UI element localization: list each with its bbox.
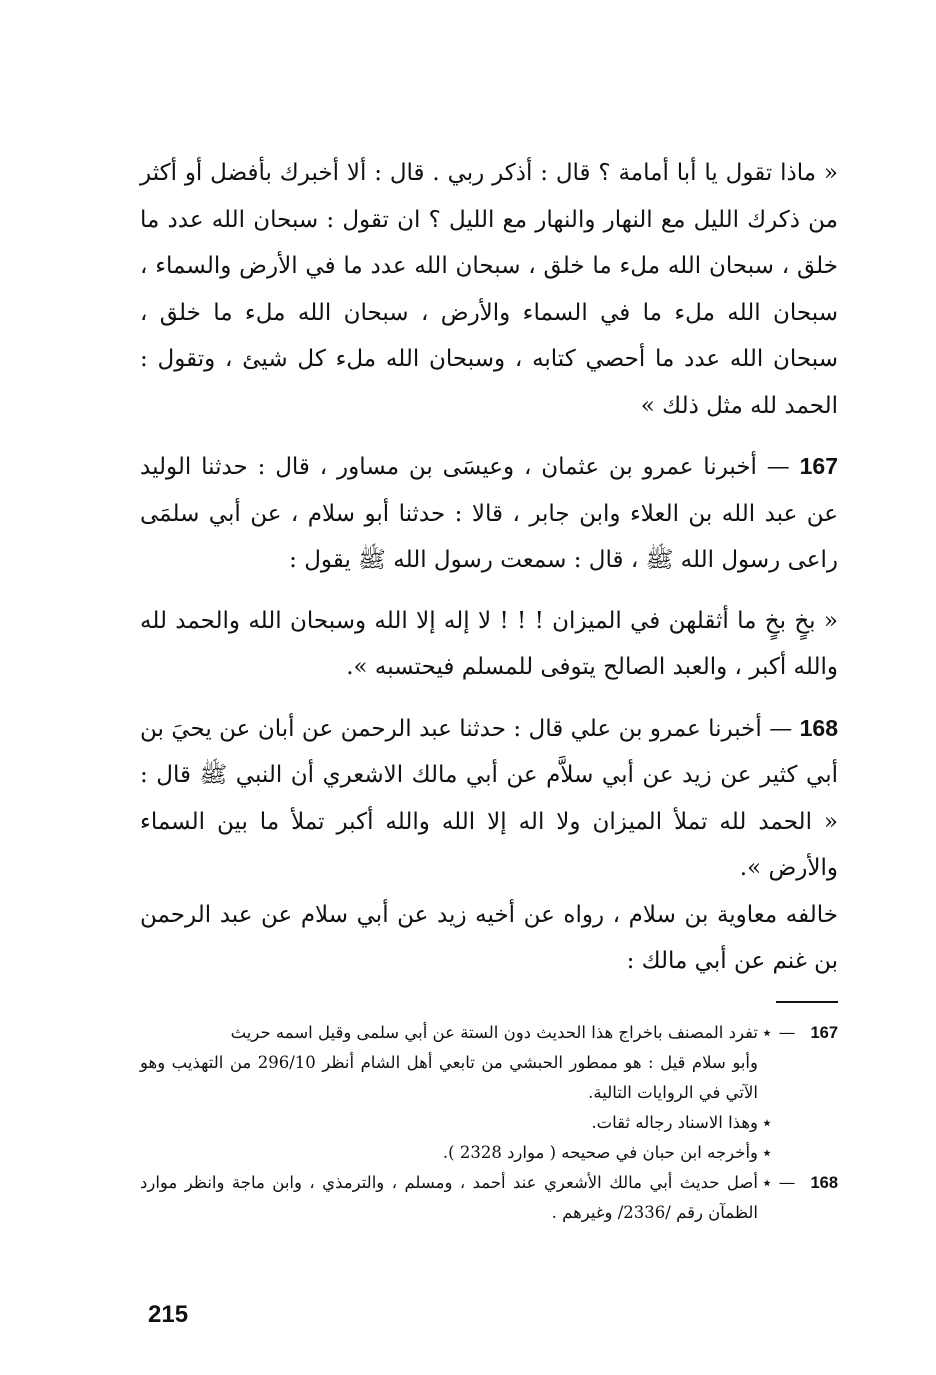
footnote-167-line [140,1108,838,1138]
page-number: 215 [148,1301,189,1328]
main-text [140,150,838,985]
footnote-167-line [140,1138,838,1168]
footnote-dash: — [778,1023,796,1042]
footnote-number-167: 167 [810,1024,838,1042]
footnotes [140,1018,838,1228]
hadith-167-isnad: — أخبرنا عمرو بن عثمان ، وعيسَى بن مساور ، قال : حدثنا الوليد عن عبد الله بن العلاء وابن جابر ، قالا : حدثنا أبو سلام ، عن أبي سلمَى راعى رسول الله ﷺ ، قال : سمعت رسول الله ﷺ يقول : [140,454,838,573]
bullet-icon: ٭ [762,1113,772,1132]
footnote-text: وأخرجه ابن حبان في صحيحه ( موارد 2328 ). [442,1143,758,1162]
hadith-167-matn: « بخٍ بخٍ ما أثقلهن في الميزان ! ! ! لا إله إلا الله وسبحان الله والحمد لله والله أكبر ، والعبد الصالح يتوفى للمسلم فيحتسبه ». [140,607,838,680]
footnote-text: تفرد المصنف باخراج هذا الحديث دون الستة عن أبي سلمى وقيل اسمه حريث [230,1023,758,1042]
hadith-167 [140,443,838,584]
hadith-number-167: 167 [799,453,838,479]
footnote-168 [140,1168,838,1228]
hadith-168-text: — أخبرنا عمرو بن علي قال : حدثنا عبد الرحمن عن أبان عن يحيَ بن أبي كثير عن زيد عن أبي سلاَّم عن أبي مالك الاشعري أن النبي ﷺ قال : « الحمد لله تملأ الميزان ولا اله إلا الله والله أكبر تملأ ما بين السماء والأرض ». [140,715,838,881]
footnote-167-line [140,1048,838,1108]
footnote-text: أصل حديث أبي مالك الأشعري عند أحمد ، ومسلم ، والترمذي ، وابن ماجة وانظر موارد الظمآن رقم /2336/ وغيرهم . [140,1173,758,1222]
footnote-text: وأبو سلام قيل : هو ممطور الحبشي من تابعي أهل الشام أنظر 296/10 من التهذيب وهو الآتي في الروايات التالية. [140,1053,758,1102]
bullet-icon: ٭ [762,1023,772,1042]
footnote-text: وهذا الاسناد رجاله ثقات. [591,1113,758,1132]
hadith-text-continuation: « ماذا تقول يا أبا أمامة ؟ قال : أذكر ربي . قال : ألا أخبرك بأفضل أو أكثر من ذكرك الليل مع النهار والنهار مع الليل ؟ ان تقول : سبحان الله عدد ما خلق ، سبحان الله ملء ما خلق ، سبحان الله عدد ما في الأرض والسماء ، سبحان الله ملء ما في السماء والأرض ، سبحان الله ملء ما خلق ، سبحان الله عدد ما أحصي كتابه ، وسبحان الله ملء كل شيئ ، وتقول : الحمد لله مثل ذلك » [140,160,838,419]
hadith-168-comment: خالفه معاوية بن سلام ، رواه عن أخيه زيد عن أبي سلام عن عبد الرحمن بن غنم عن أبي مالك : [140,901,838,974]
footnote-separator [776,1001,838,1003]
footnote-number-168: 168 [810,1174,838,1192]
bullet-icon: ٭ [762,1143,772,1162]
bullet-icon: ٭ [762,1173,772,1192]
footnote-dash: — [778,1173,796,1192]
hadith-number-168: 168 [799,714,838,741]
hadith-168 [140,705,838,892]
footnote-167 [140,1018,838,1048]
